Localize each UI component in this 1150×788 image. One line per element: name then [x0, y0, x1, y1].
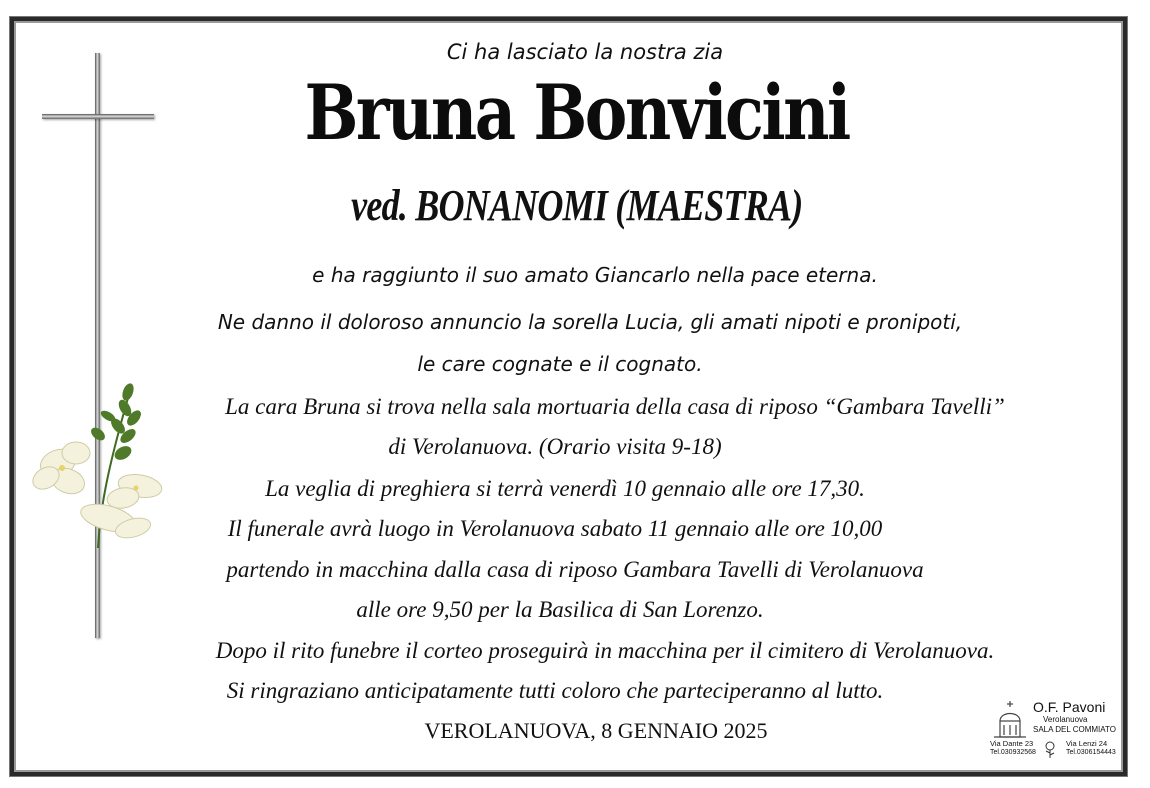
text-line: Si ringraziano anticipatamente tutti coloro che parteciperanno al lutto. — [226, 678, 884, 703]
deceased-name: Bruna Bonvicini — [304, 68, 849, 157]
funeral-home-brand: O.F. Pavoni — [1033, 699, 1106, 715]
text-line: La cara Bruna si trova nella sala mortuaria della casa di riposo “Gambara Tavelli” — [225, 394, 1005, 419]
funeral-home-hall: SALA DEL COMMIATO — [1033, 725, 1116, 734]
address-1: Via Dante 23 — [990, 739, 1034, 748]
text-line: La veglia di preghiera si terrà venerdì 10 gennaio alle ore 17,30. — [265, 476, 865, 501]
place-date: VEROLANUOVA, 8 GENNAIO 2025 — [424, 718, 768, 743]
text-line: e ha raggiunto il suo amato Giancarlo nella pace eterna. — [312, 263, 878, 287]
phone-2: Tel.0306154443 — [1066, 749, 1116, 756]
text-line: partendo in macchina dalla casa di riposo Gambara Tavelli di Verolanuova — [226, 557, 924, 582]
funeral-home-logo — [988, 697, 1118, 761]
address-2: Via Lenzi 24 — [1066, 739, 1108, 748]
text-line: Dopo il rito funebre il corteo proseguirà in macchina per il cimitero di Verolanuova. — [215, 638, 995, 663]
text-line: Ne danno il doloroso annuncio la sorella Lucia, gli amati nipoti e pronipoti, — [217, 310, 963, 334]
intro-line: Ci ha lasciato la nostra zia — [446, 40, 724, 64]
deceased-subname: ved. BONANOMI (MAESTRA) — [351, 181, 803, 230]
rose-icon — [1043, 741, 1057, 759]
text-line: le care cognate e il cognato. — [417, 352, 703, 376]
text-line: di Verolanuova. (Orario visita 9-18) — [388, 434, 722, 459]
phone-1: Tel.030932568 — [990, 749, 1036, 756]
text-line: Il funerale avrà luogo in Verolanuova sabato 11 gennaio alle ore 10,00 — [227, 516, 883, 541]
text-line: alle ore 9,50 per la Basilica di San Lorenzo. — [356, 597, 764, 622]
funeral-home-town: Verolanuova — [1043, 715, 1088, 724]
church-icon — [992, 699, 1028, 741]
